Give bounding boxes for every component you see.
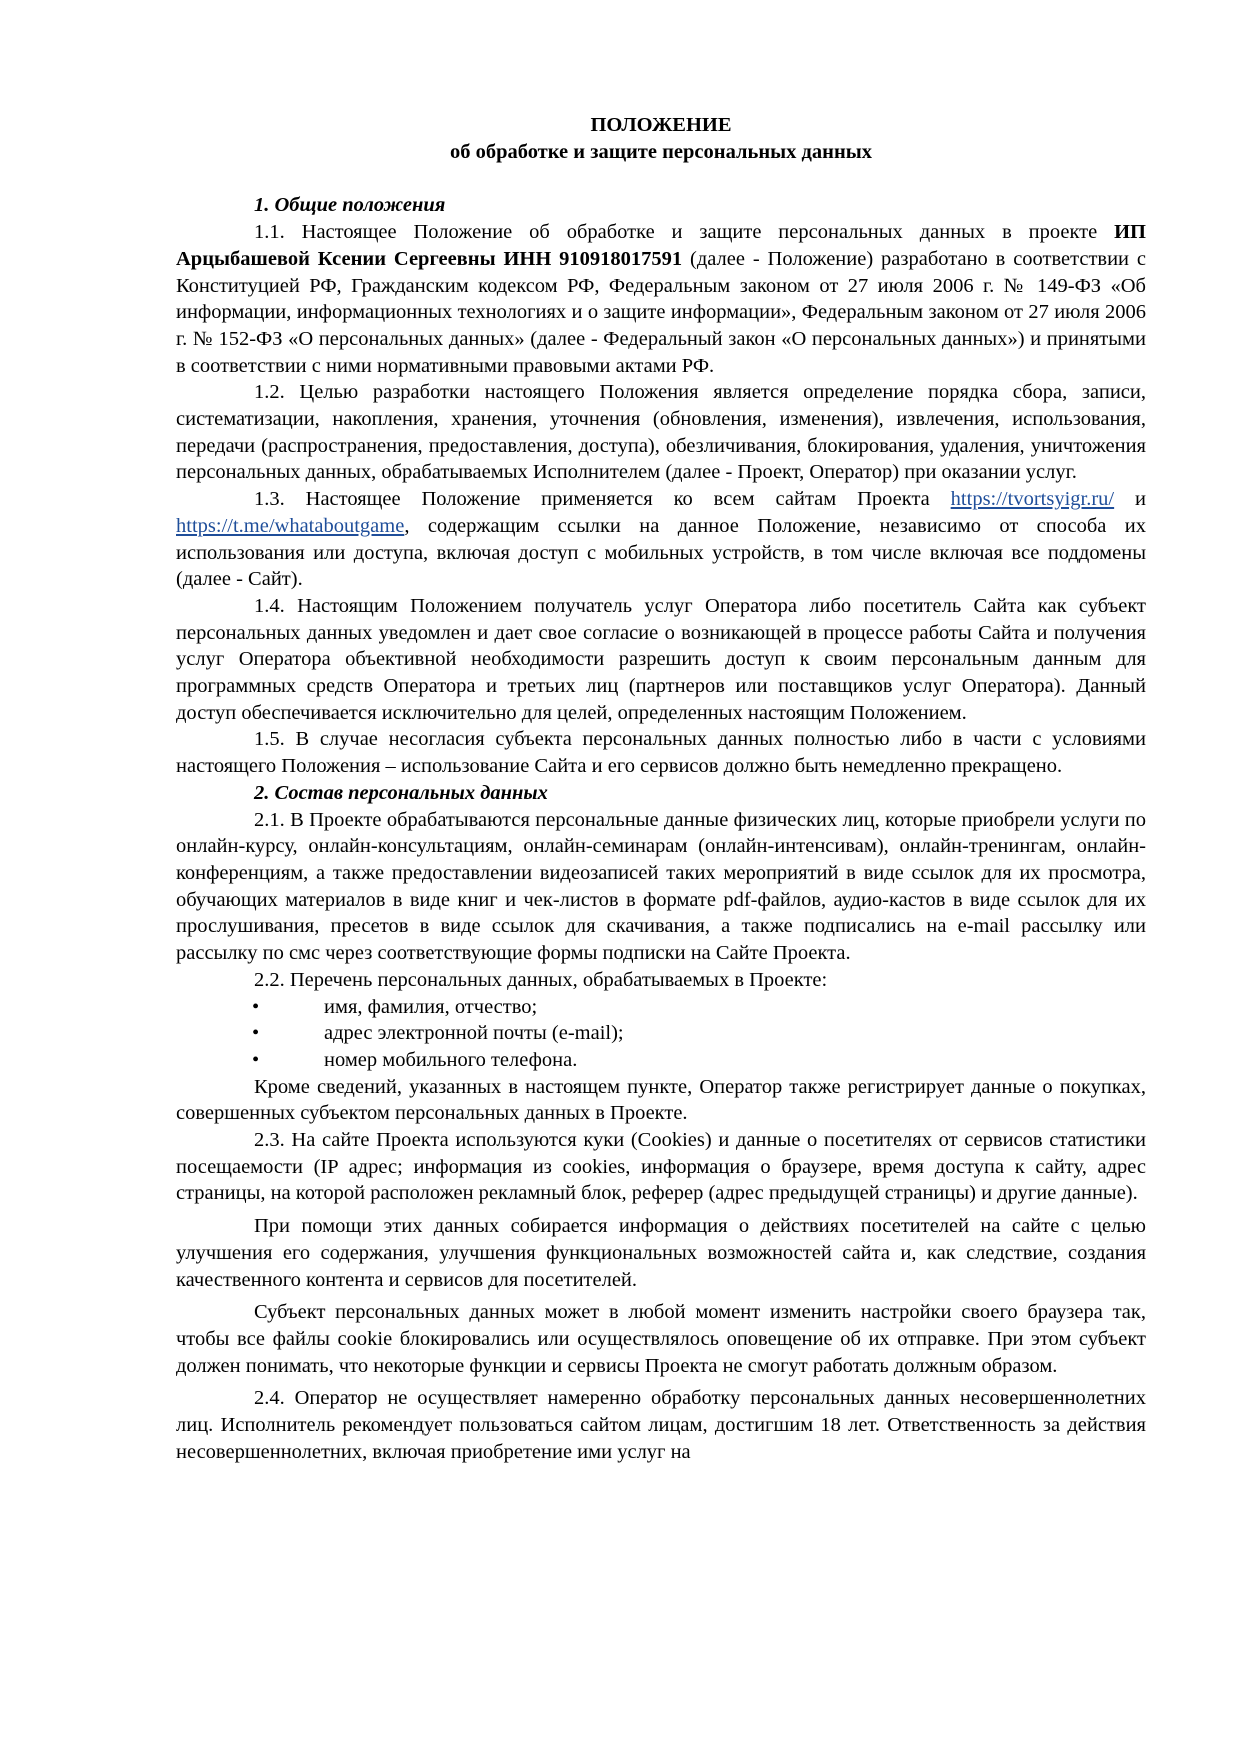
list-item [176,994,1146,1021]
paragraph-1-1-rest: (далее - Положение) разработано в соответствии с Конституцией РФ, Гражданским кодексом РФ, Федеральным законом от 27 июля 2006 г. № 149-ФЗ «Об информации, информационных технологиях и о защите информации», Федеральным законом от 27 июля 2006 г. № 152-ФЗ «О персональных данных» (далее - Федеральный закон «О персональных данных») и принятыми в соответствии с ними нормативными правовыми актами РФ. [176,247,1146,377]
paragraph-2-3-b: При помощи этих данных собирается информация о действиях посетителей на сайте с целью улучшения его содержания, улучшения функциональных возможностей сайта и, как следствие, создания качественного контента и сервисов для посетителей. [176,1215,1146,1291]
bullet-icon: • [252,995,260,1018]
paragraph-1-3-conjunction: и [1114,488,1146,511]
section-2-heading: 2. Состав персональных данных [254,781,548,804]
personal-data-list [176,994,1146,1074]
list-item-text: адрес электронной почты (e-mail); [324,1022,624,1045]
list-item [176,1020,1146,1047]
list-item [176,1047,1146,1074]
paragraph-2-3: 2.3. На сайте Проекта используются куки (Cookies) и данные о посетителях от сервисов статистики посещаемости (IP адрес; информация из cookies, информация о браузере, время доступа к сайту, адрес страницы, на которой расположен рекламный блок, реферер (адрес предыдущей страницы) и другие данные). [176,1129,1146,1205]
document-page [176,112,1146,1465]
paragraph-1-3 [176,486,1146,593]
paragraph-1-2: 1.2. Целью разработки настоящего Положения является определение порядка сбора, записи, систематизации, накопления, хранения, уточнения (обновления, изменения), извлечения, использования, передачи (распространения, предоставления, доступа), обезличивания, блокирования, удаления, уничтожения персональных данных, обрабатываемых Исполнителем (далее - Проект, Оператор) при оказании услуг. [176,381,1146,484]
bullet-icon: • [252,1048,260,1071]
paragraph-1-4: 1.4. Настоящим Положением получатель услуг Оператора либо посетитель Сайта как субъект персональных данных уведомлен и дает свое согласие о возникающей в процессе работы Сайта и получения услуг Оператора объективной необходимости разрешить доступ к своим персональным данным для программных средств Оператора и третьих лиц (партнеров или поставщиков услуг Оператора). Данный доступ обеспечивается исключительно для целей, определенных настоящим Положением. [176,594,1146,724]
list-item-text: номер мобильного телефона. [324,1048,578,1071]
bullet-icon: • [252,1022,260,1045]
operator-name: ИП Арцыбашевой Ксении Сергеевны ИНН 910918017591 [176,221,1146,270]
paragraph-1-1 [176,219,1146,379]
paragraph-1-1-text: 1.1. Настоящее Положение об обработке и защите персональных данных в проекте [254,221,1115,244]
paragraph-2-2: 2.2. Перечень персональных данных, обрабатываемых в Проекте: [254,968,828,991]
section-1-heading: 1. Общие положения [254,194,446,217]
paragraph-1-5: 1.5. В случае несогласия субъекта персональных данных полностью либо в части с условиями настоящего Положения – использование Сайта и его сервисов должно быть немедленно прекращено. [176,728,1146,778]
paragraph-1-3-rest: , содержащим ссылки на данное Положение, независимо от способа их использования или доступа, включая доступ с мобильных устройств, в том числе включая все поддомены (далее - Сайт). [176,514,1146,591]
list-item-text: имя, фамилия, отчество; [324,995,538,1018]
site-link-tvortsyigr[interactable]: https://tvortsyigr.ru/ [950,488,1115,511]
paragraph-1-3-text: 1.3. Настоящее Положение применяется ко всем сайтам Проекта [254,488,951,511]
paragraph-2-2-extra: Кроме сведений, указанных в настоящем пункте, Оператор также регистрирует данные о покупках, совершенных субъектом персональных данных в Проекте. [176,1075,1146,1125]
paragraph-2-4: 2.4. Оператор не осуществляет намеренно обработку персональных данных несовершеннолетних лиц. Исполнитель рекомендует пользоваться сайтом лицам, достигшим 18 лет. Ответственность за действия несовершеннолетних, включая приобретение ими услуг на [176,1387,1146,1463]
site-link-telegram[interactable]: https://t.me/whataboutgame [176,514,405,537]
document-title: ПОЛОЖЕНИЕ [590,114,732,136]
paragraph-2-3-c: Субъект персональных данных может в любой момент изменить настройки своего браузера так, чтобы все файлы cookie блокировались или осуществлялось оповещение об их отправке. При этом субъект должен понимать, что некоторые функции и сервисы Проекта не смогут работать должным образом. [176,1301,1146,1377]
document-subtitle: об обработке и защите персональных данных [449,140,873,163]
paragraph-2-1: 2.1. В Проекте обрабатываются персональные данные физических лиц, которые приобрели услуги по онлайн-курсу, онлайн-консультациям, онлайн-семинарам (онлайн-интенсивам), онлайн-тренингам, онлайн-конференциям, а также предоставлении видеозаписей таких мероприятий в виде ссылок для их просмотра, обучающих материалов в виде книг и чек-листов в формате pdf-файлов, аудио-кастов в виде ссылок для их прослушивания, пресетов в виде ссылок для скачивания, а также подписались на e-mail рассылку или рассылку по смс через соответствующие формы подписки на Сайте Проекта. [176,808,1146,965]
